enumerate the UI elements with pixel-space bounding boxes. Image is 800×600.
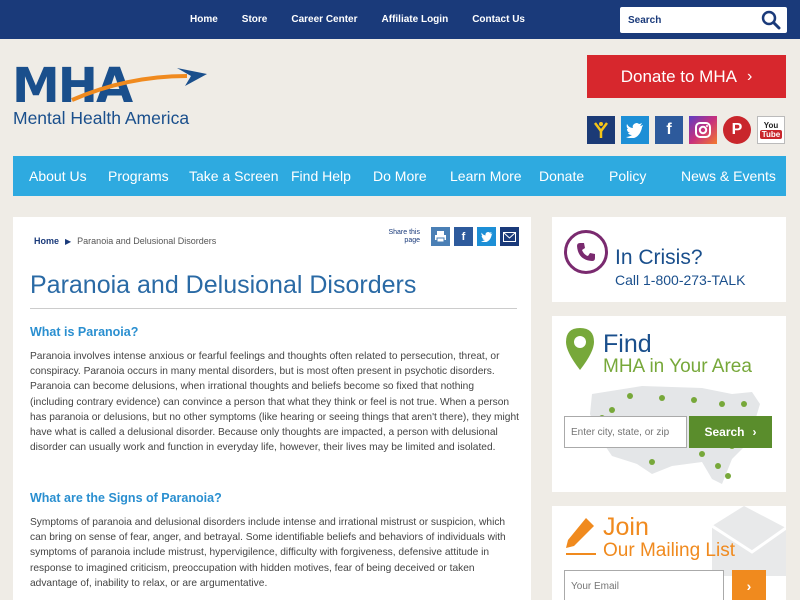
facebook-icon[interactable]: f	[655, 116, 683, 144]
search-input[interactable]	[620, 7, 760, 33]
twitter-icon[interactable]	[621, 116, 649, 144]
crisis-phone[interactable]: Call 1-800-273-TALK	[615, 272, 746, 288]
chevron-right-icon: ›	[752, 425, 757, 439]
top-nav-store[interactable]: Store	[241, 14, 268, 25]
find-location-input[interactable]	[564, 416, 687, 448]
breadcrumb-current: Paranoia and Delusional Disorders	[77, 236, 217, 246]
logo-subtitle: Mental Health America	[13, 108, 190, 128]
nav-about-us[interactable]: About Us	[29, 168, 87, 184]
nav-do-more[interactable]: Do More	[373, 168, 427, 184]
nav-find-help[interactable]: Find Help	[291, 168, 351, 184]
youtube-label-bottom: Tube	[761, 130, 781, 139]
chevron-right-icon: ▶	[65, 236, 72, 246]
chevron-right-icon: ›	[746, 67, 753, 85]
section-heading-what-is-paranoia: What is Paranoia?	[30, 325, 139, 339]
breadcrumb-home[interactable]: Home	[34, 236, 60, 246]
share-facebook-icon[interactable]: f	[454, 227, 473, 246]
donate-button[interactable]	[587, 55, 786, 98]
find-subtitle: MHA in Your Area	[603, 356, 752, 377]
title-divider	[30, 308, 517, 309]
pencil-icon	[564, 516, 598, 556]
top-nav-home[interactable]: Home	[190, 14, 218, 25]
find-title: Find	[603, 330, 652, 358]
share-twitter-icon[interactable]	[477, 227, 496, 246]
print-icon[interactable]	[431, 227, 450, 246]
mailing-submit-button[interactable]	[732, 570, 766, 600]
social-links	[587, 116, 791, 144]
find-search-button[interactable]	[689, 416, 772, 448]
donate-label: Donate to MHA	[620, 66, 737, 86]
mailing-title: Join	[603, 513, 649, 541]
find-search-label: Search	[704, 425, 745, 439]
crisis-widget[interactable]	[552, 217, 786, 302]
section-heading-signs-of-paranoia: What are the Signs of Paranoia?	[30, 491, 222, 505]
mailing-list-widget	[552, 506, 786, 600]
share-label: Share this page	[388, 229, 420, 244]
youtube-label-top: You	[763, 121, 779, 130]
page-title: Paranoia and Delusional Disorders	[30, 271, 417, 299]
nav-policy[interactable]: Policy	[609, 168, 647, 184]
youtube-icon[interactable]	[757, 116, 785, 144]
logo-swoosh-icon	[67, 66, 217, 106]
search-icon[interactable]	[761, 10, 781, 35]
top-nav	[178, 0, 537, 39]
nav-learn-more[interactable]: Learn More	[450, 168, 522, 184]
top-nav-affiliate-login[interactable]: Affiliate Login	[381, 14, 449, 25]
find-mha-widget	[552, 316, 786, 492]
email-field[interactable]	[564, 570, 724, 600]
section-body-signs-of-paranoia: Symptoms of paranoia and delusional disorders include intense and irrational mistrust or suspicion, which can bring on sense of fear, anger, and betrayal. Some identifiable beliefs and behaviors of individuals with symptoms of paranoia include mistrust, hypervigilence, difficulty with forgiveness, defensive attitude in response to imagined criticism, preoccupation with hidden motives, fear of being deceived or taken advantage of, inability to relax, or are argumentative.	[30, 517, 506, 589]
instagram-icon[interactable]	[689, 116, 717, 144]
nav-take-a-screen[interactable]: Take a Screen	[189, 168, 279, 184]
pinterest-icon[interactable]: P	[723, 116, 751, 144]
mailing-subtitle: Our Mailing List	[603, 540, 735, 561]
crisis-title: In Crisis?	[615, 246, 703, 269]
share-icons	[431, 227, 523, 246]
breadcrumb	[34, 236, 216, 246]
top-bar	[0, 0, 800, 39]
search-box	[620, 7, 787, 33]
nav-programs[interactable]: Programs	[108, 168, 169, 184]
nav-news-events[interactable]: News & Events	[681, 168, 776, 184]
chevron-right-icon: ›	[746, 578, 752, 594]
main-content	[13, 217, 531, 600]
main-nav	[13, 156, 786, 196]
location-pin-icon	[564, 326, 596, 372]
nav-donate[interactable]: Donate	[539, 168, 585, 184]
top-nav-career-center[interactable]: Career Center	[291, 14, 358, 25]
share-email-icon[interactable]	[500, 227, 519, 246]
mha-icon[interactable]	[587, 116, 615, 144]
top-nav-contact-us[interactable]: Contact Us	[472, 14, 525, 25]
phone-icon	[564, 230, 608, 274]
logo-letters: MHA	[12, 58, 132, 114]
section-body-what-is-paranoia: Paranoia involves intense anxious or fearful feelings and thoughts often related to persecution, threat, or conspiracy. Paranoia occurs in many mental disorders, but is most often present in psychotic disorders. Paranoia can become delusions, when irrational thoughts and beliefs become so fixed that nothing (including contrary evidence) can convince a person that what they think or feel is not true. When a person has paranoia or delusions, but no other symptoms (like hearing or seeing things that aren't there), they might have what is called a delusional disorder. Because only thoughts are impacted, a person with delusional disorder can usually work and function in everyday life, however, their lives may be limited and isolated.	[30, 351, 519, 454]
mha-logo[interactable]	[12, 58, 212, 132]
